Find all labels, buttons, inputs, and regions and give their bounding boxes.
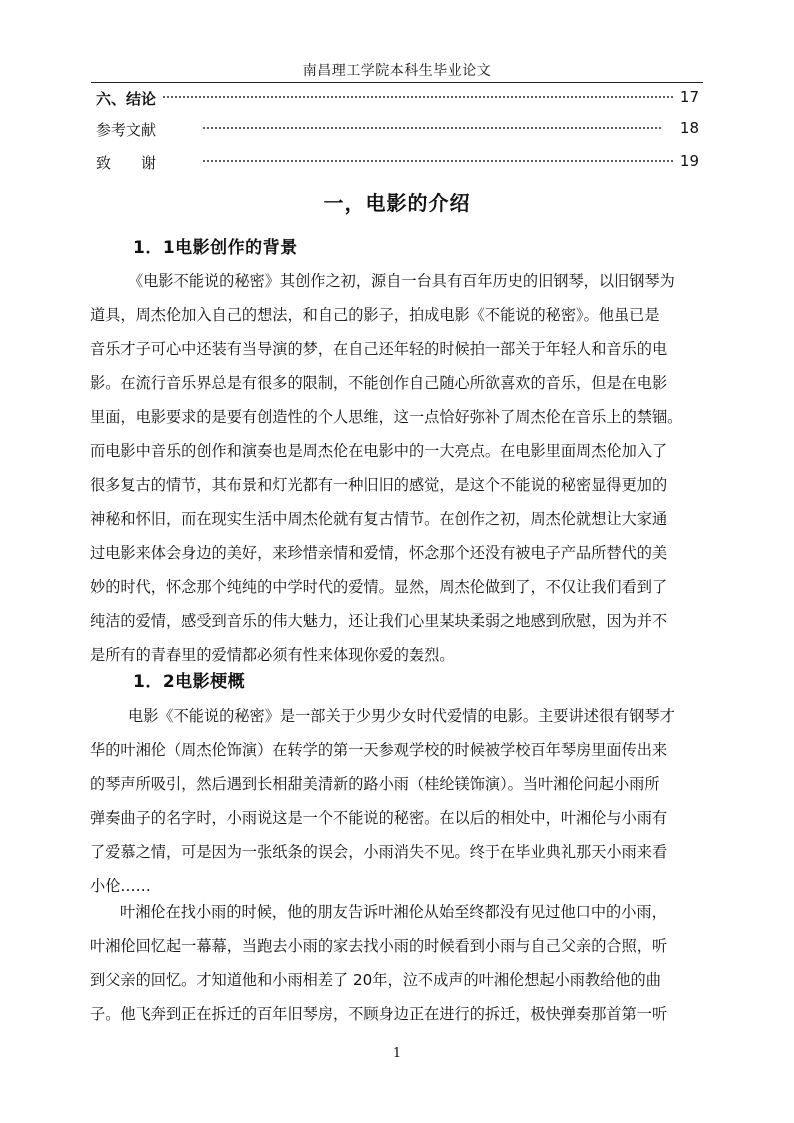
text-line: 很多复古的情节，其布景和灯光都有一种旧旧的感觉，是这个不能说的秘密显得更加的	[90, 476, 668, 494]
text-line: 纯洁的爱情，感受到音乐的伟大魅力，还让我们心里某块柔弱之地感到欣慰，因为并不	[90, 612, 668, 630]
toc-entry[interactable]	[96, 119, 699, 141]
text-line: 而电影中音乐的创作和演奏也是周杰伦在电影中的一大亮点。在电影里面周杰伦加入了	[90, 442, 668, 460]
page-number: 1	[392, 1046, 402, 1061]
running-header: 南昌理工学院本科生毕业论文	[302, 63, 492, 79]
toc-label: 六、结论	[96, 90, 157, 108]
text-line: 叶湘伦在找小雨的时候，他的朋友告诉叶湘伦从始至终都没有见过他口中的小雨，	[120, 903, 667, 921]
text-line: 电影《不能说的秘密》是一部关于少男少女时代爱情的电影。主要讲述很有钢琴才	[128, 707, 675, 725]
chapter-title: 一，电影的介绍	[323, 191, 471, 215]
text-line: 影。在流行音乐界总是有很多的限制，不能创作自己随心所欲喜欢的音乐，但是在电影	[90, 374, 668, 392]
text-line: 音乐才子可心中还装有当导演的梦，在自己还年轻的时候拍一部关于年轻人和音乐的电	[90, 340, 668, 358]
text-line: 子。他飞奔到正在拆迁的百年旧琴房，不顾身边正在进行的拆迁，极快弹奏那首第一听	[90, 1005, 668, 1023]
text-line: 妙的时代，怀念那个纯纯的中学时代的爱情。显然，周杰伦做到了，不仅让我们看到了	[90, 578, 668, 596]
toc-page-number: 18	[679, 119, 699, 137]
text-line: 叶湘伦回忆起一幕幕，当跑去小雨的家去找小雨的时候看到小雨与自己父亲的合照，听	[90, 937, 668, 955]
section-paragraph	[90, 699, 704, 903]
toc-label: 参考文献	[96, 121, 157, 139]
toc-leader-dots	[202, 159, 675, 163]
toc-leader-dots	[162, 95, 675, 99]
text-line: 里面，电影要求的是要有创造性的个人思维，这一点恰好弥补了周杰伦在音乐上的禁锢。	[90, 408, 683, 426]
text-line: 的琴声所吸引，然后遇到长相甜美清新的路小雨（桂纶镁饰演）。当叶湘伦问起小雨所	[90, 775, 660, 793]
text-line: 神秘和怀旧，而在现实生活中周杰伦就有复古情节。在创作之初，周杰伦就想让大家通	[90, 510, 668, 528]
text-line: 《电影不能说的秘密》其创作之初，源自一台具有百年历史的旧钢琴，以旧钢琴为	[128, 272, 675, 290]
text-line: 小伦……	[90, 877, 151, 895]
text-line: 华的叶湘伦（周杰伦饰演）在转学的第一天参观学校的时候被学校百年琴房里面传出来	[90, 741, 668, 759]
text-line: 道具，周杰伦加入自己的想法，和自己的影子，拍成电影《不能说的秘密》。他虽已是	[90, 306, 660, 324]
text-line: 弹奏曲子的名字时，小雨说这是一个不能说的秘密。在以后的相处中，叶湘伦与小雨有	[90, 809, 668, 827]
text-line: 了爱慕之情，可是因为一张纸条的误会，小雨消失不见。终于在毕业典礼那天小雨来看	[90, 843, 668, 861]
text-line: 到父亲的回忆。才知道他和小雨相差了 20年，泣不成声的叶湘伦想起小雨教给他的曲	[90, 971, 661, 989]
section-paragraph	[90, 264, 704, 672]
toc-entry[interactable]	[96, 88, 699, 110]
text-line: 过电影来体会身边的美好，来珍惜亲情和爱情，怀念那个还没有被电子产品所替代的美	[90, 544, 668, 562]
toc-label: 致 谢	[96, 154, 157, 172]
text-line: 是所有的青春里的爱情都必须有性来体现你爱的轰烈。	[90, 646, 455, 664]
header-rule	[91, 82, 703, 83]
toc-page-number: 19	[679, 152, 699, 170]
section-heading: 1．1电影创作的背景	[133, 238, 298, 258]
toc-entry[interactable]	[96, 152, 699, 174]
toc-page-number: 17	[679, 88, 699, 106]
toc-leader-dots	[202, 126, 661, 130]
section-paragraph	[90, 895, 704, 1031]
section-heading: 1．2电影梗概	[133, 672, 246, 692]
